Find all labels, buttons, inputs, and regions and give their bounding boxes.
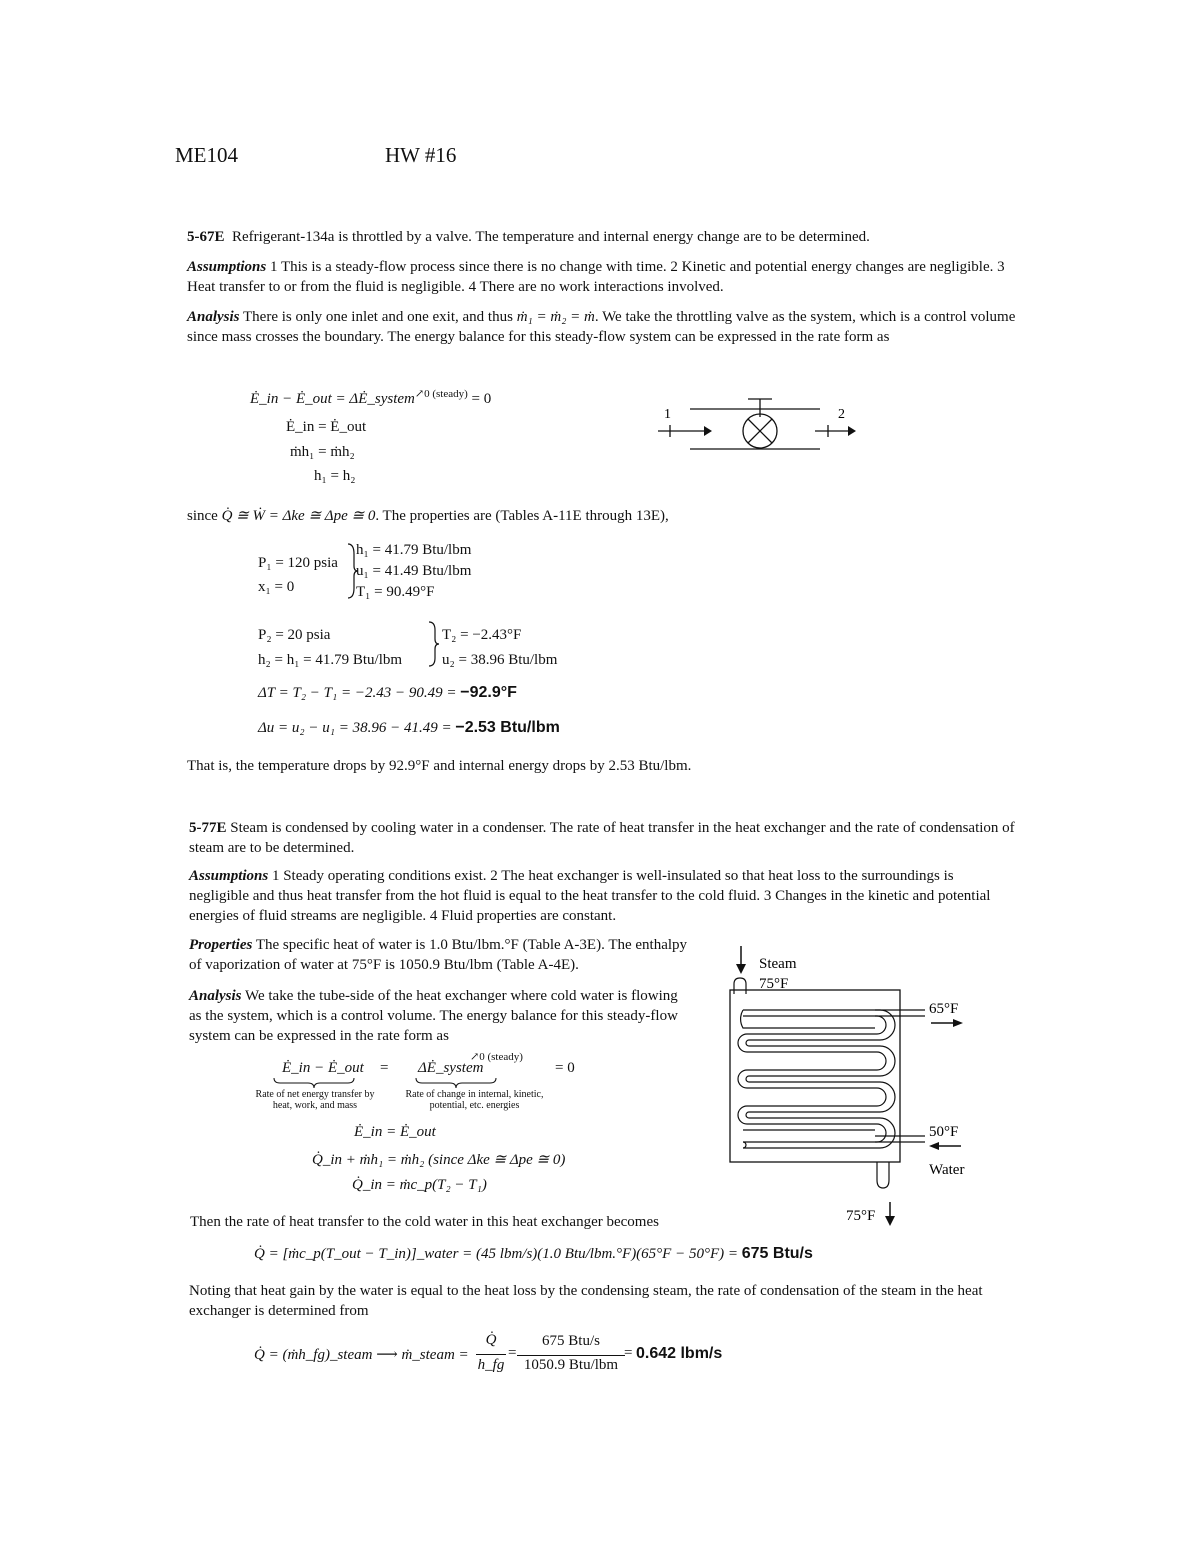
condenser-diagram	[725, 940, 990, 1230]
frac-equals: =	[508, 1345, 517, 1361]
delta-t-result: −92.9°F	[460, 684, 517, 701]
steam-temp-label: 75°F	[759, 976, 789, 992]
frac-equals-2: =	[624, 1345, 633, 1361]
problem-2-id: 5-77E	[189, 820, 227, 836]
condensate-temp: 75°F	[846, 1208, 876, 1224]
p1-eq-energy-in-out: Ė_in = Ė_out	[286, 419, 367, 435]
throttling-valve-diagram	[650, 393, 865, 458]
problem-2-statement: 5-77E Steam is condensed by cooling water in a condenser. The rate of heat transfer in the heat exchanger and the rate of condensation of steam are to be determined.	[189, 820, 1015, 856]
p2-eq-heat-in: Q̇_in = ṁc_p(T₂ − T₁)	[352, 1177, 487, 1193]
frac1-numerator: Q̇	[485, 1332, 497, 1348]
condensation-rate-result: 0.642 lbm/s	[636, 1345, 723, 1362]
p1-state1-conditions: P₁ = 120 psia x₁ = 0	[258, 555, 338, 595]
problem-1-assumptions: Assumptions 1 This is a steady-flow process since there is no change with time. 2 Kinetic and potential energy changes are negligible. 3 Heat transfer to or from the fluid is negligible. 4 There are no work interactions involved.	[187, 259, 1005, 295]
p2-condensation-eq: Q̇ = (ṁh_fg)_steam ⟶ ṁ_steam =	[254, 1347, 469, 1363]
p2-then-line: Then the rate of heat transfer to the cold water in this heat exchanger becomes	[190, 1214, 659, 1230]
condensate-outlet-arrow-icon	[885, 1202, 895, 1226]
steam-inlet-arrow-icon	[736, 946, 746, 974]
water-inlet-arrow-icon	[929, 1142, 961, 1150]
inlet-arrow-icon	[658, 425, 712, 437]
problem-2-properties: Properties The specific heat of water is 1.0 Btu/lbm.°F (Table A-3E). The enthalpy of vaporization of water at 75°F is 1050.9 Btu/lbm (Table A-4E).	[189, 937, 688, 973]
p2-eq-heat-balance: Q̇_in + ṁh₁ = ṁh₂ (since Δke ≅ Δpe ≅ 0)	[312, 1152, 566, 1168]
homework-number: HW #16	[385, 143, 457, 167]
problem-1-analysis: Analysis There is only one inlet and one exit, and thus ṁ₁ = ṁ₂ = ṁ. We take the throttling valve as the system, which is a control volume since mass crosses the boundary. The energy balance for this steady-flow system can be expressed in the rate form as	[187, 309, 1016, 345]
p2-underbraces	[258, 1076, 558, 1090]
p1-state2-properties: T₂ = −2.43°F u₂ = 38.96 Btu/lbm	[442, 627, 558, 668]
p1-delta-t: ΔT = T₂ − T₁ = −2.43 − 90.49 = −92.9°F	[258, 684, 517, 701]
problem-1-statement: 5-67E Refrigerant-134a is throttled by a valve. The temperature and internal energy change are to be determined.	[187, 229, 870, 245]
p1-energy-balance: Ė_in − Ė_out = ΔĖ_system$^{↗0 (steady)}$ = 0	[250, 388, 492, 407]
problem-1-id: 5-67E	[187, 229, 225, 245]
tube-coil	[738, 1010, 895, 1148]
problem-2-analysis: Analysis We take the tube-side of the heat exchanger where cold water is flowing as the system, which is a control volume. The energy balance for this steady-flow system can be expressed in the rate form as	[189, 988, 678, 1044]
frac2-numerator: 675 Btu/s	[542, 1333, 600, 1349]
delta-u-result: −2.53 Btu/lbm	[455, 719, 560, 736]
p2-heat-rate: Q̇ = [ṁc_p(T_out − T_in)]_water = (45 lbm/s)(1.0 Btu/lbm.°F)(65°F − 50°F) = 675 Btu/s	[254, 1245, 813, 1262]
outlet-label: 2	[838, 407, 845, 422]
water-label: Water	[929, 1162, 965, 1178]
p1-state1-properties: h₁ = 41.79 Btu/lbm u₁ = 41.49 Btu/lbm T₁ = 90.49°F	[356, 542, 472, 600]
water-outlet-arrow-icon	[931, 1019, 963, 1027]
inlet-label: 1	[664, 407, 671, 422]
brace-note-net-energy: Rate of net energy transfer by heat, work, and mass	[255, 1089, 375, 1111]
p2-balance-lhs: Ė_in − Ė_out	[282, 1060, 364, 1076]
p2-steady-note: ↗0 (steady)	[470, 1051, 523, 1063]
state2-brace	[427, 620, 441, 668]
p2-eq-energy-in-out: Ė_in = Ė_out	[354, 1124, 436, 1140]
heat-rate-result: 675 Btu/s	[741, 1245, 813, 1262]
steam-label: Steam	[759, 956, 797, 972]
p2-balance-equals: =	[380, 1060, 389, 1076]
frac2-denominator: 1050.9 Btu/lbm	[523, 1357, 619, 1373]
p2-balance-tail: = 0	[555, 1060, 575, 1076]
p2-noting: Noting that heat gain by the water is equal to the heat loss by the condensing steam, the rate of condensation of the steam in the heat exchanger is determined from	[189, 1283, 983, 1319]
p1-since-line: since Q̇ ≅ Ẇ = Δke ≅ Δpe ≅ 0. The properties are (Tables A-11E through 13E),	[187, 508, 669, 524]
frac1-denominator: h_fg	[477, 1357, 505, 1373]
frac1-bar	[476, 1354, 506, 1355]
p1-state2-conditions: P₂ = 20 psia h₂ = h₁ = 41.79 Btu/lbm	[258, 627, 403, 668]
p1-delta-u: Δu = u₂ − u₁ = 38.96 − 41.49 = −2.53 Btu/lbm	[258, 719, 560, 736]
p1-eq-mass-enthalpy: ṁh₁ = ṁh₂	[290, 444, 355, 460]
p1-eq-enthalpy: h₁ = h₂	[314, 468, 356, 484]
frac2-bar	[517, 1355, 625, 1356]
course-code: ME104	[175, 143, 238, 167]
water-inlet-temp: 50°F	[929, 1124, 959, 1140]
p1-conclusion: That is, the temperature drops by 92.9°F and internal energy drops by 2.53 Btu/lbm.	[187, 758, 692, 774]
problem-2-assumptions: Assumptions 1 Steady operating conditions exist. 2 The heat exchanger is well-insulated so that heat loss to the surroundings is negligible and thus heat transfer from the hot fluid is equal to the heat transfer to the cold fluid. 3 Changes in the kinetic and potential energies of fluid streams are negligible. 4 Fluid properties are constant.	[189, 868, 991, 924]
p2-balance-rhs: ΔĖ_system	[418, 1060, 484, 1076]
water-outlet-temp: 65°F	[929, 1001, 959, 1017]
outlet-arrow-icon	[815, 425, 856, 437]
brace-note-change-energy: Rate of change in internal, kinetic, potential, etc. energies	[405, 1089, 544, 1111]
